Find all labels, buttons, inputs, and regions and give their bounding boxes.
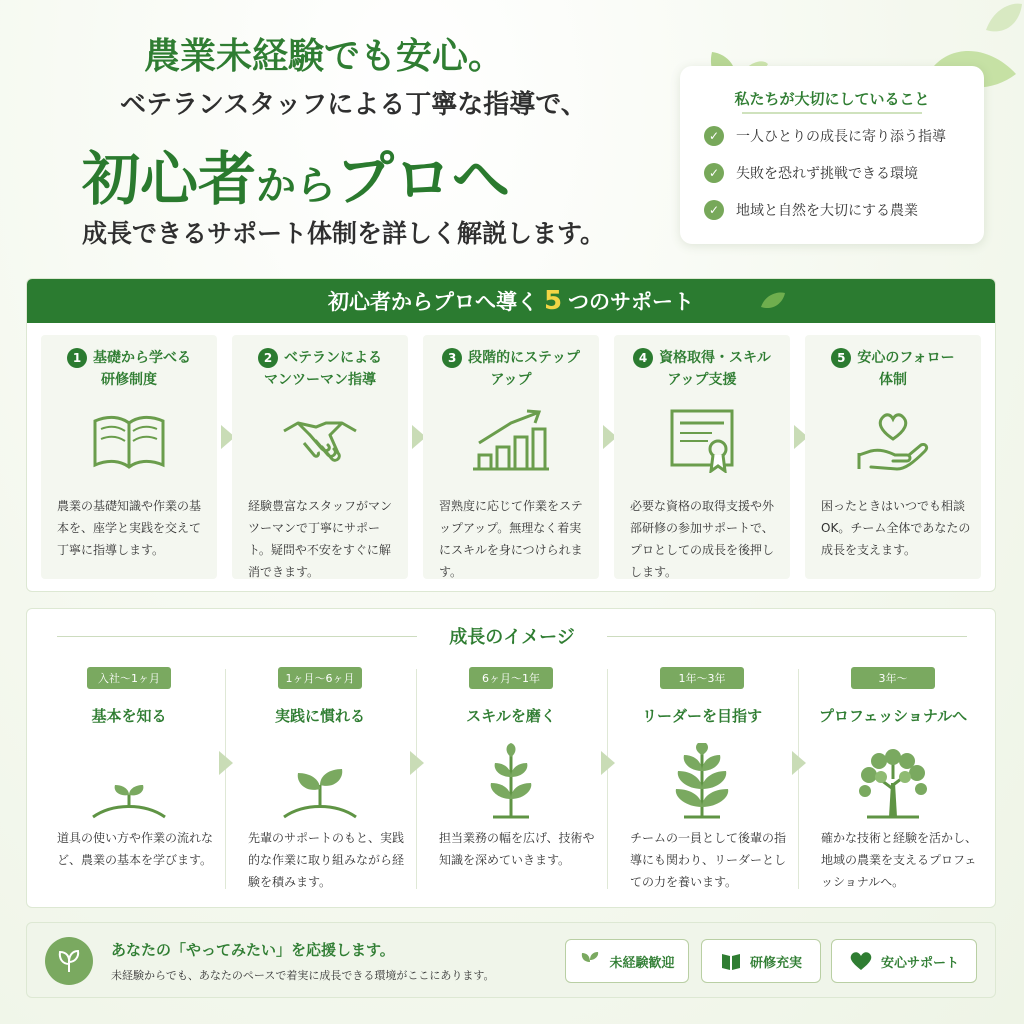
tree-icon — [853, 743, 933, 821]
support-section — [26, 278, 996, 592]
pill-inexperienced-welcome — [565, 939, 689, 983]
sprout-icon — [280, 743, 360, 821]
stage-name: 基本を知る — [91, 707, 167, 725]
support-header — [27, 279, 995, 323]
heart-hand-icon — [853, 409, 933, 473]
stage-name: リーダーを目指す — [641, 707, 762, 725]
stage-name: 実践に慣れる — [274, 707, 365, 725]
book-icon — [720, 950, 742, 972]
hero-word-pro: プロへ — [336, 145, 511, 213]
seedling-icon — [89, 743, 169, 821]
hero-word-beginner: 初心者 — [82, 145, 257, 213]
support-title-before: 初心者からプロへ導く — [327, 290, 538, 314]
certificate-icon — [662, 409, 742, 473]
divider — [798, 669, 799, 889]
stage-desc: チームの一員として後輩の指導にも関わり、リーダーとしての力を養います。 — [630, 831, 787, 889]
support-item-desc: 経験豊富なスタッフがマンツーマンで丁寧にサポート。疑問や不安をすぐに解消できます。 — [248, 499, 393, 579]
growth-stage — [614, 665, 790, 895]
arrow-right-icon — [792, 751, 806, 775]
pill-support — [831, 939, 977, 983]
growth-section — [26, 608, 996, 908]
check-icon: ✓ — [704, 200, 724, 220]
step-number-badge: 4 — [633, 348, 653, 368]
divider — [607, 669, 608, 889]
support-item-title-1: 基礎から学べる — [93, 350, 191, 366]
growth-chart-icon — [471, 409, 551, 473]
hero-subline: ベテランスタッフによる丁寧な指導で、 — [120, 90, 587, 120]
hero-headline: 農業未経験でも安心。 — [144, 36, 505, 77]
footer-banner — [26, 922, 996, 998]
period-badge: 入社〜1ヶ月 — [87, 667, 171, 689]
growth-stage — [423, 665, 599, 895]
leaf-circle-icon — [45, 937, 93, 985]
pill-label: 未経験歓迎 — [609, 955, 675, 971]
values-card — [680, 66, 984, 244]
support-item-title-1: 資格取得・スキル — [659, 350, 771, 366]
growth-stage — [41, 665, 217, 895]
support-item-mentoring — [232, 335, 408, 579]
support-item-certification — [614, 335, 790, 579]
step-number-badge: 2 — [258, 348, 278, 368]
check-icon: ✓ — [704, 163, 724, 183]
step-number-badge: 3 — [442, 348, 462, 368]
support-item-desc: 困ったときはいつでも相談OK。チーム全体であなたの成長を支えます。 — [821, 499, 971, 557]
support-item-follow — [805, 335, 981, 579]
support-item-stepup — [423, 335, 599, 579]
young-plant-icon — [471, 743, 551, 821]
hero-description: 成長できるサポート体制を詳しく解説します。 — [82, 219, 606, 248]
support-title-number: 5 — [543, 286, 563, 316]
support-item-title-2: マンツーマン指導 — [264, 372, 376, 388]
stage-name: プロフェッショナルへ — [818, 707, 968, 725]
divider — [225, 669, 226, 889]
growth-stage — [232, 665, 408, 895]
period-badge: 1年〜3年 — [660, 667, 744, 689]
plant-icon — [662, 743, 742, 821]
support-item-training — [41, 335, 217, 579]
values-item-label: 地域と自然を大切にする農業 — [736, 203, 918, 219]
support-item-title-2: アップ支援 — [667, 372, 737, 388]
growth-stage — [805, 665, 981, 895]
values-item — [704, 200, 918, 220]
hero-main-copy — [82, 132, 510, 216]
period-badge: 3年〜 — [851, 667, 935, 689]
support-item-title-1: 安心のフォロー — [857, 350, 955, 366]
support-item-desc: 必要な資格の取得支援や外部研修の参加サポートで、プロとしての成長を後押しします。 — [630, 499, 775, 579]
values-title: 私たちが大切にしていること — [680, 88, 984, 109]
footer-title: あなたの「やってみたい」を応援します。 — [111, 941, 395, 959]
footer-subtitle: 未経験からでも、あなたのペースで着実に成長できる環境がここにあります。 — [111, 969, 495, 982]
support-item-title-2: アップ — [490, 372, 532, 388]
stage-desc: 担当業務の幅を広げ、技術や知識を深めていきます。 — [439, 831, 595, 867]
heart-icon — [849, 950, 873, 972]
step-number-badge: 1 — [67, 348, 87, 368]
support-item-title-1: 段階的にステップ — [468, 350, 580, 366]
step-number-badge: 5 — [831, 348, 851, 368]
pill-training — [701, 939, 821, 983]
values-item-label: 一人ひとりの成長に寄り添う指導 — [736, 129, 946, 145]
values-item — [704, 126, 946, 146]
pill-label: 安心サポート — [880, 955, 959, 971]
support-item-title-1: ベテランによる — [284, 350, 382, 366]
pill-label: 研修充実 — [749, 955, 802, 971]
stage-desc: 道具の使い方や作業の流れなど、農業の基本を学びます。 — [57, 831, 214, 867]
stage-desc: 先輩のサポートのもと、実践的な作業に取り組みながら経験を積みます。 — [248, 831, 405, 889]
arrow-right-icon — [601, 751, 615, 775]
growth-title: 成長のイメージ — [449, 627, 575, 648]
leaf-icon — [759, 291, 787, 311]
arrow-right-icon — [219, 751, 233, 775]
book-icon — [89, 409, 169, 473]
period-badge: 1ヶ月〜6ヶ月 — [278, 667, 362, 689]
values-item — [704, 163, 918, 183]
divider — [416, 669, 417, 889]
hero-word-from: から — [256, 163, 337, 209]
support-item-title-2: 研修制度 — [101, 372, 157, 388]
values-item-label: 失敗を恐れず挑戦できる環境 — [736, 166, 918, 182]
sprout-icon — [579, 950, 601, 972]
leaf-decoration-icon — [984, 0, 1024, 40]
support-item-title-2: 体制 — [879, 372, 907, 388]
handshake-icon — [280, 409, 360, 473]
stage-desc: 確かな技術と経験を活かし、地域の農業を支えるプロフェッショナルへ。 — [821, 831, 978, 889]
stage-name: スキルを磨く — [466, 707, 556, 725]
period-badge: 6ヶ月〜1年 — [469, 667, 553, 689]
arrow-right-icon — [410, 751, 424, 775]
support-title-after: つのサポート — [568, 290, 695, 314]
support-item-desc: 習熟度に応じて作業をステップアップ。無理なく着実にスキルを身につけられます。 — [439, 499, 583, 579]
check-icon: ✓ — [704, 126, 724, 146]
support-item-desc: 農業の基礎知識や作業の基本を、座学と実践を交えて丁寧に指導します。 — [57, 499, 202, 557]
